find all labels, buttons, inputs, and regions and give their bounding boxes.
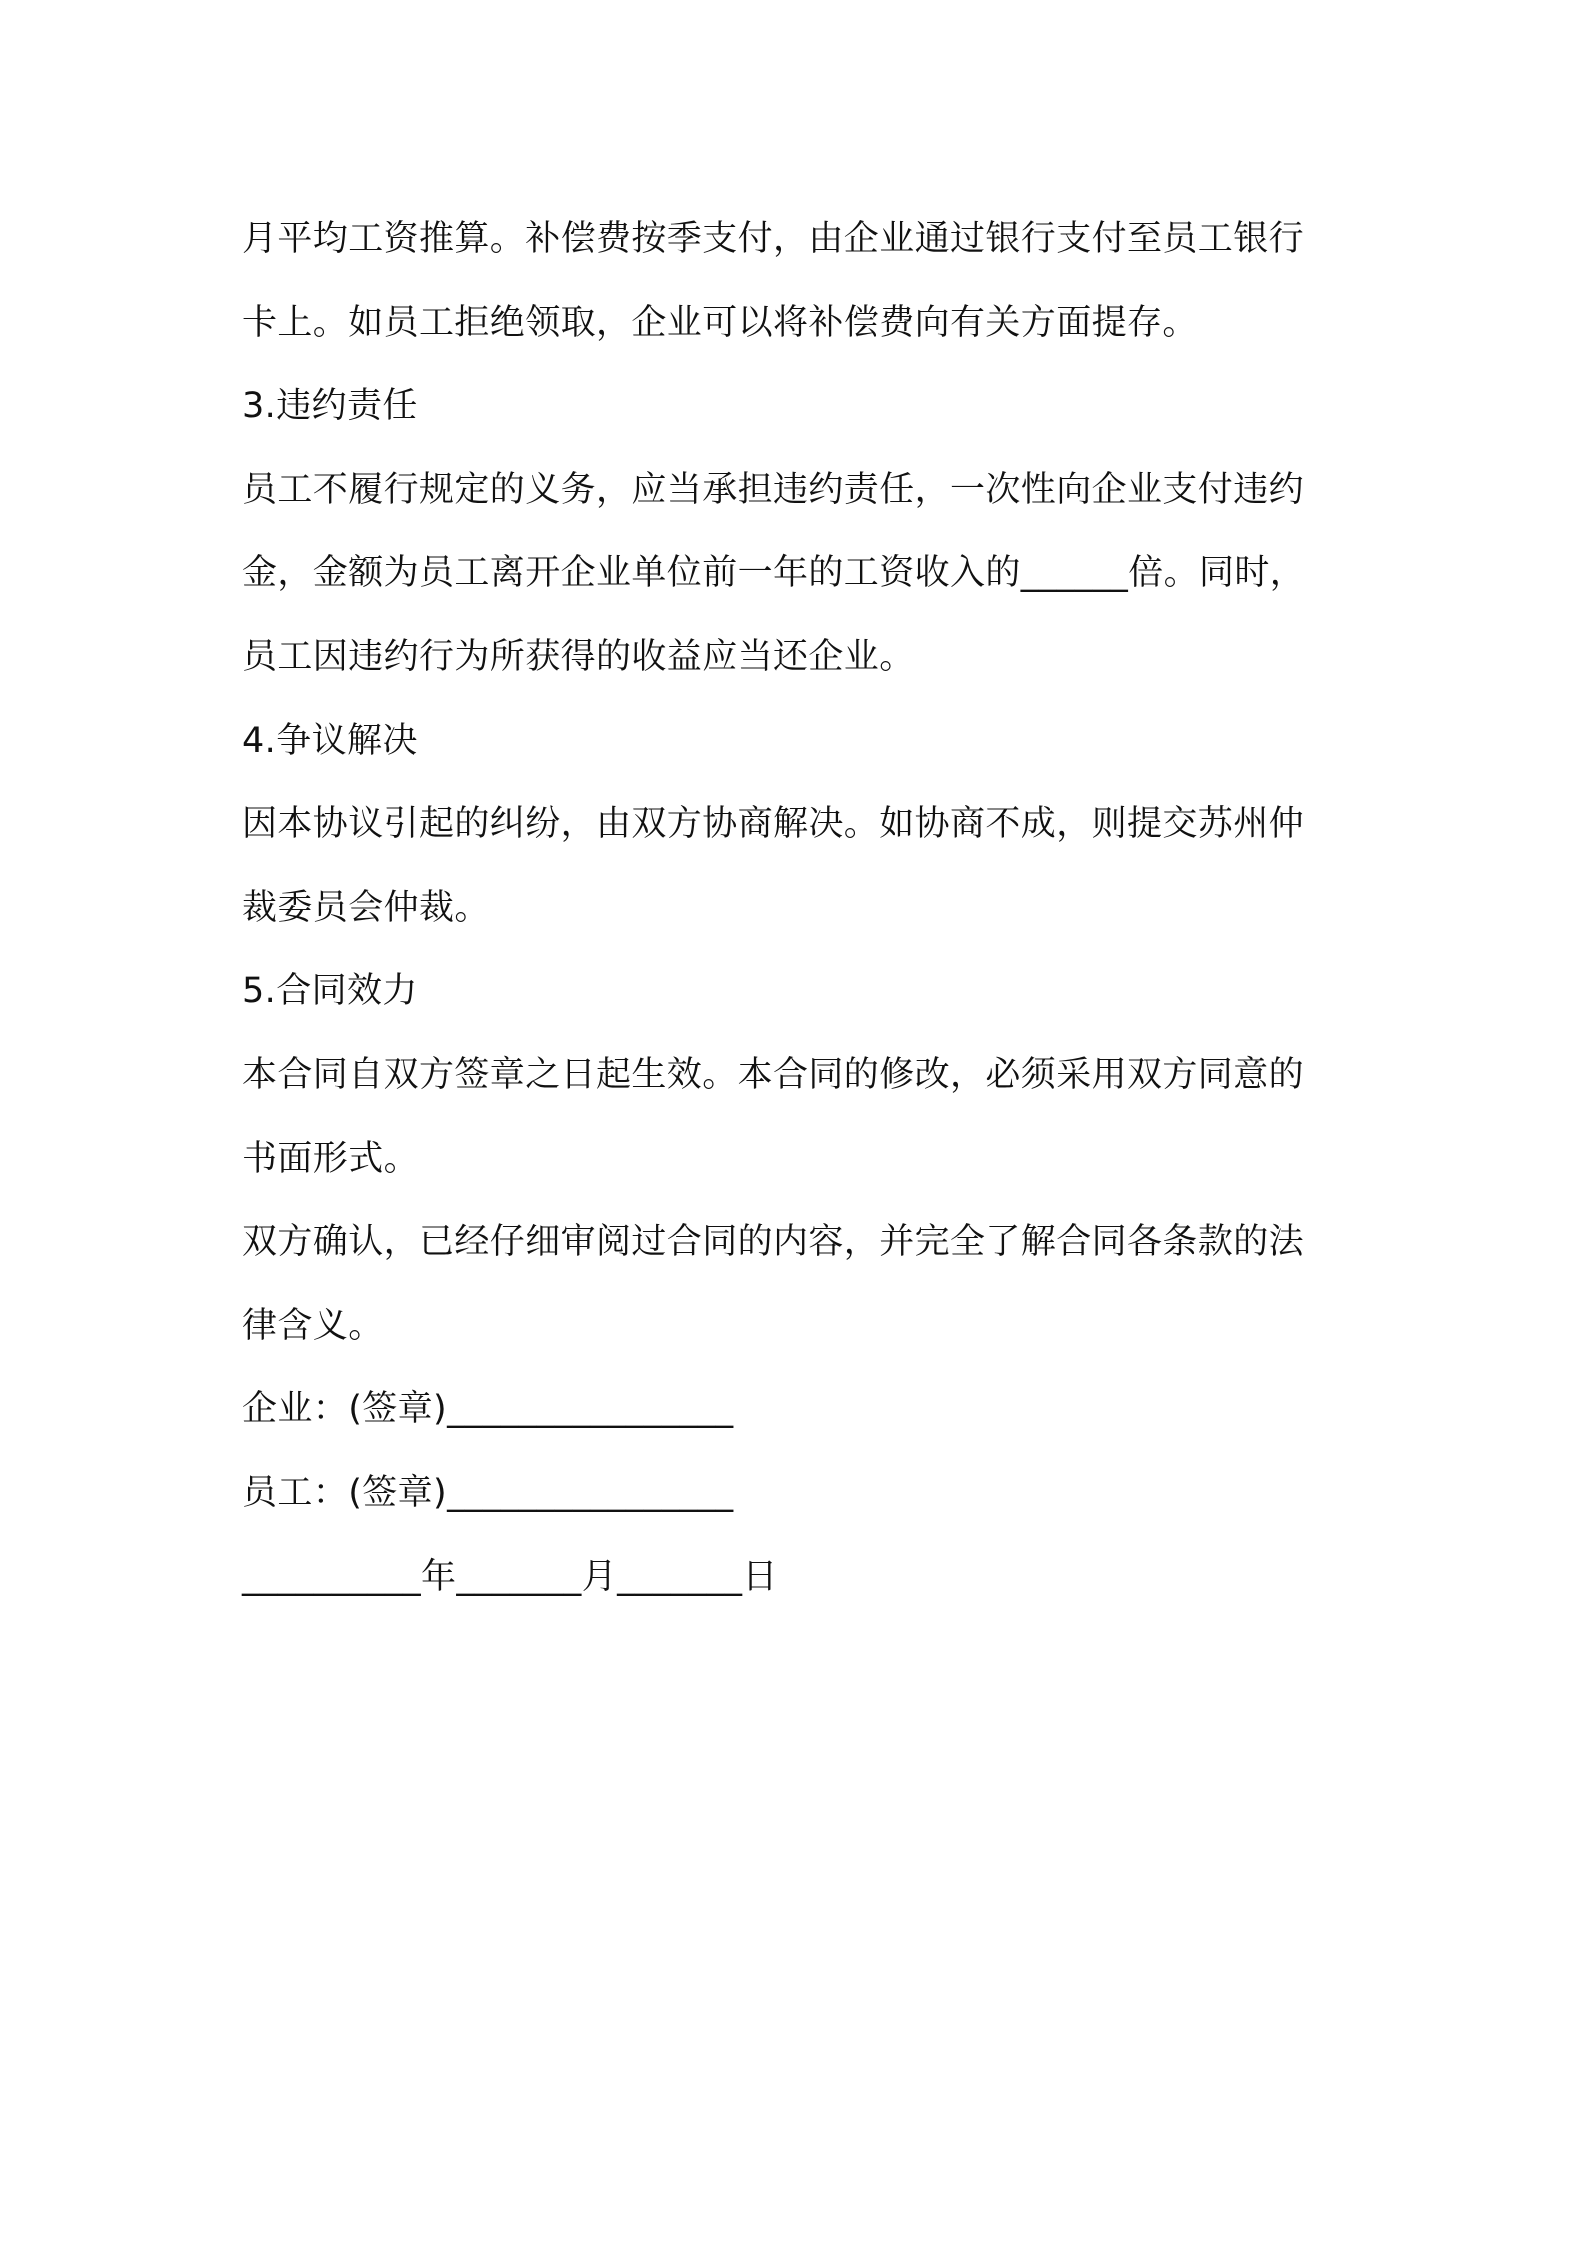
paragraph-breach-line-3: 员工因违约行为所获得的收益应当还企业。 <box>242 636 915 677</box>
signature-line-employee: 员工：(签章)________________ <box>242 1472 734 1513</box>
paragraph-dispute-line-1: 因本协议引起的纠纷，由双方协商解决。如协商不成，则提交苏州仲 <box>242 804 1305 845</box>
paragraph-confirmation-line-2: 律含义。 <box>242 1305 384 1346</box>
signature-line-company: 企业：(签章)________________ <box>242 1389 734 1430</box>
paragraph-confirmation-line-1: 双方确认，已经仔细审阅过合同的内容，并完全了解合同各条款的法 <box>242 1222 1305 1263</box>
paragraph-compensation-line-2: 卡上。如员工拒绝领取，企业可以将补偿费向有关方面提存。 <box>242 302 1198 343</box>
paragraph-dispute-line-2: 裁委员会仲裁。 <box>242 887 490 928</box>
paragraph-breach-line-1: 员工不履行规定的义务，应当承担违约责任，一次性向企业支付违约 <box>242 469 1305 510</box>
paragraph-validity-line-2: 书面形式。 <box>242 1138 420 1179</box>
paragraph-breach-line-2: 金，金额为员工离开企业单位前一年的工资收入的______倍。同时， <box>242 553 1306 594</box>
document-body <box>242 198 1362 1619</box>
section-heading-contract-validity: 5.合同效力 <box>242 971 418 1012</box>
paragraph-validity-line-1: 本合同自双方签章之日起生效。本合同的修改，必须采用双方同意的 <box>242 1054 1305 1095</box>
date-line: __________年_______月_______日 <box>242 1556 778 1597</box>
section-heading-breach-liability: 3.违约责任 <box>242 386 418 427</box>
section-heading-dispute-resolution: 4.争议解决 <box>242 720 418 761</box>
paragraph-compensation-line-1: 月平均工资推算。补偿费按季支付，由企业通过银行支付至员工银行 <box>242 219 1305 259</box>
